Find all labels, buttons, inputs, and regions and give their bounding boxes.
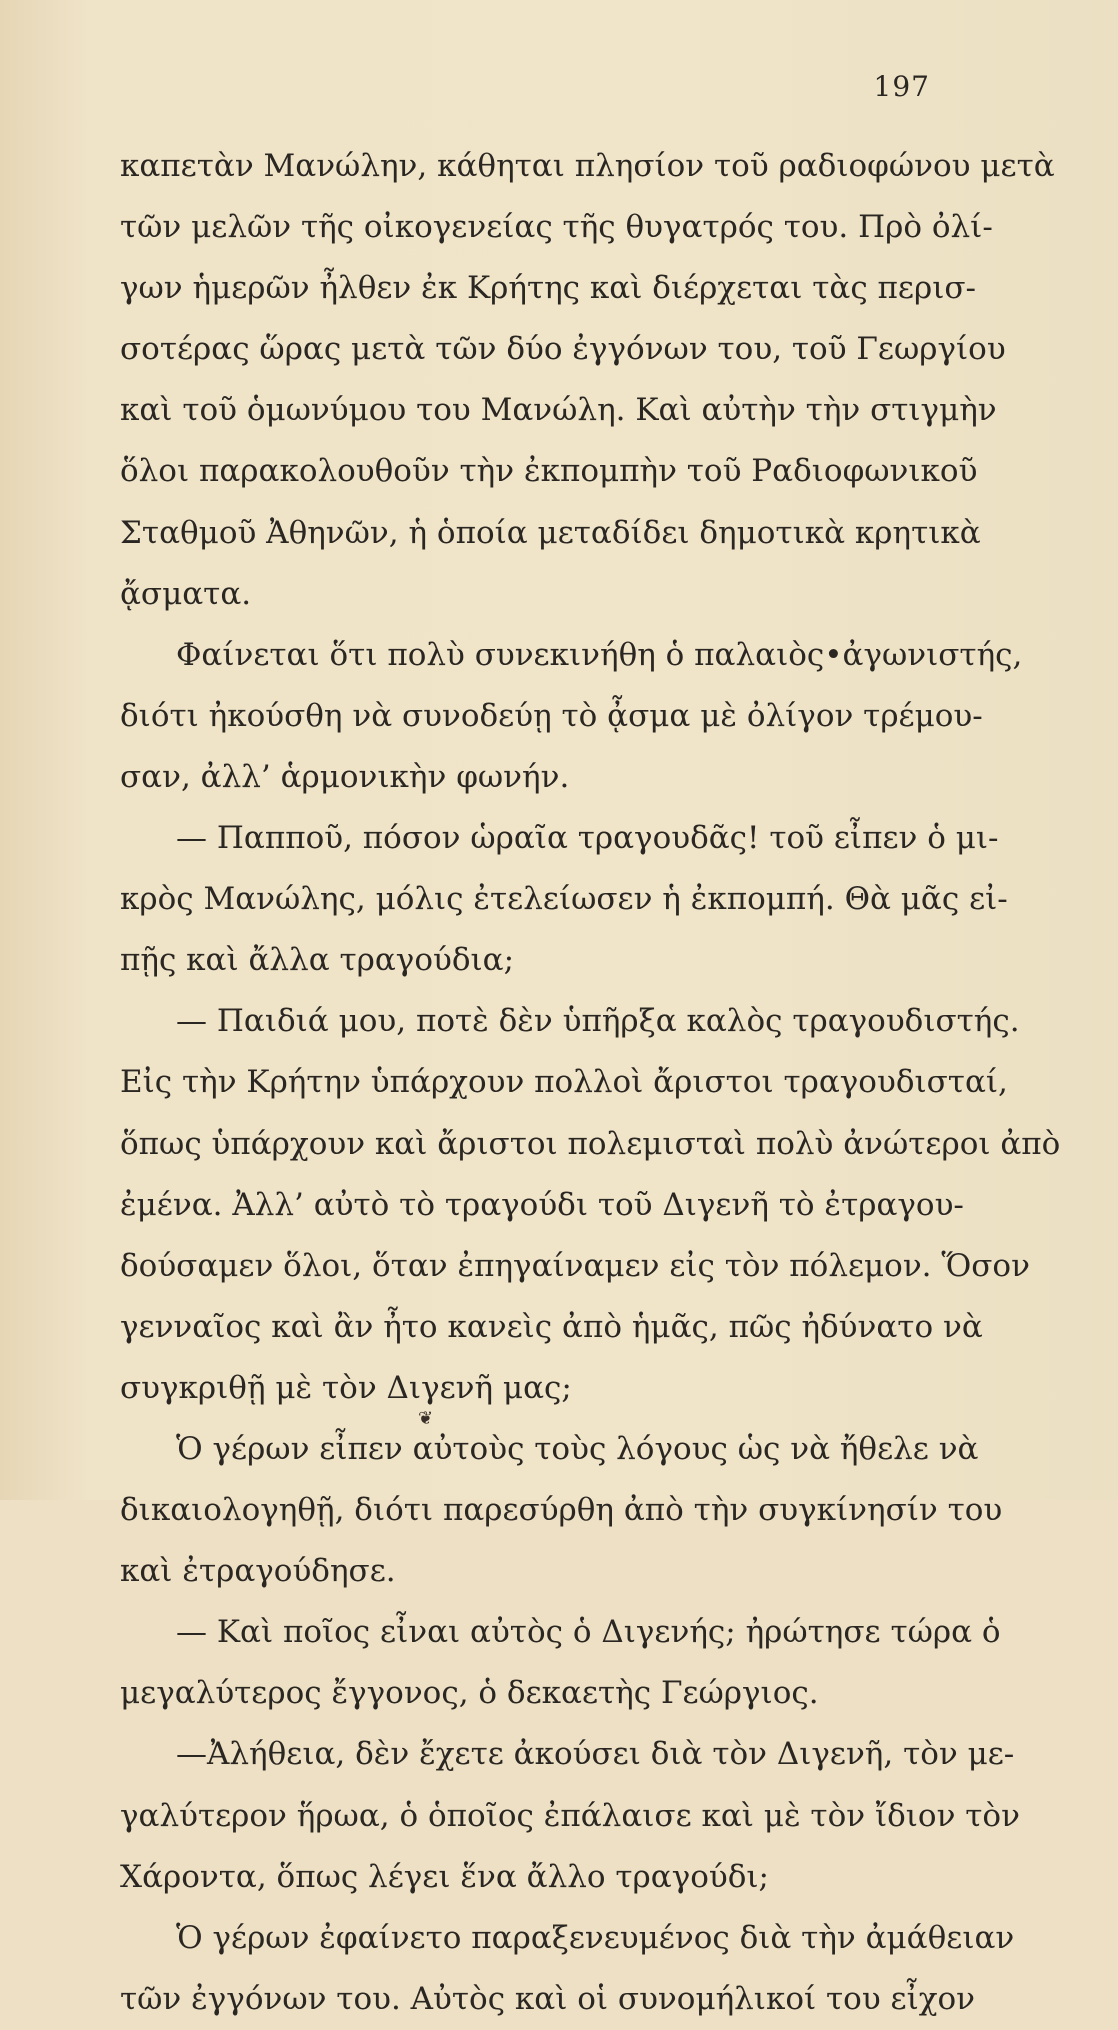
text-line: Φαίνεται ὅτι πολὺ συνεκινήθη ὁ παλαιὸς•ἀγωνιστής, [176,636,1023,673]
text-line: σαν, ἀλλ’ ἁρμονικὴν φωνήν. [120,758,570,795]
text-line: Εἰς τὴν Κρήτην ὑπάρχουν πολλοὶ ἄριστοι τραγουδισταί, [120,1064,1008,1101]
text-line: συγκριθῇ μὲ τὸν Διγενῆ μας; [120,1369,572,1406]
text-line: γαλύτερον ἥρωα, ὁ ὁποῖος ἐπάλαισε καὶ μὲ τὸν ἴδιον τὸν [120,1797,1020,1834]
ornament-mark: ❦ [418,1408,434,1429]
text-line: τῶν ἐγγόνων του. Αὐτὸς καὶ οἱ συνομήλικοί του εἶχον [120,1980,976,2017]
text-line: — Παπποῦ, πόσον ὡραῖα τραγουδᾶς! τοῦ εἶπεν ὁ μι- [176,820,999,857]
text-line: ὅλοι παρακολουθοῦν τὴν ἐκπομπὴν τοῦ Ραδιοφωνικοῦ [120,453,978,490]
text-line: —Ἀλήθεια, δὲν ἔχετε ἀκούσει διὰ τὸν Διγενῆ, τὸν με- [176,1736,1015,1773]
text-line: γενναῖος καὶ ἂν ἦτο κανεὶς ἀπὸ ἡμᾶς, πῶς ἠδύνατο νὰ [120,1308,983,1345]
text-line: Σταθμοῦ Ἀθηνῶν, ἡ ὁποία μεταδίδει δημοτικὰ κρητικὰ [120,514,981,551]
text-line: Ὁ γέρων ἐφαίνετο παραξενευμένος διὰ τὴν ἀμάθειαν [176,1919,1015,1956]
text-line: γων ἡμερῶν ἦλθεν ἐκ Κρήτης καὶ διέρχεται τὰς περισ- [120,270,976,307]
body-text [120,136,1061,2030]
text-line: κρὸς Μανώλης, μόλις ἐτελείωσεν ἡ ἐκπομπή. Θὰ μᾶς εἰ- [120,881,1008,918]
text-line: καὶ ἐτραγούδησε. [120,1553,396,1590]
text-line: διότι ἠκούσθη νὰ συνοδεύῃ τὸ ᾆσμα μὲ ὀλίγον τρέμου- [120,697,983,734]
page-number: 197 [873,70,930,103]
text-line: — Καὶ ποῖος εἶναι αὐτὸς ὁ Διγενής; ἠρώτησε τώρα ὁ [176,1614,1001,1651]
text-line: ἐμένα. Ἀλλ’ αὐτὸ τὸ τραγούδι τοῦ Διγενῆ τὸ ἐτραγου- [120,1186,964,1223]
text-line: — Παιδιά μου, ποτὲ δὲν ὑπῆρξα καλὸς τραγουδιστής. [176,1003,1020,1040]
text-line: σοτέρας ὥρας μετὰ τῶν δύο ἐγγόνων του, τοῦ Γεωργίου [120,331,1006,368]
text-line: καπετὰν Μανώλην, κάθηται πλησίον τοῦ ραδιοφώνου μετὰ [120,148,1055,184]
text-line: δούσαμεν ὅλοι, ὅταν ἐπηγαίναμεν εἰς τὸν πόλεμον. Ὅσον [120,1247,1030,1284]
text-line: πῇς καὶ ἄλλα τραγούδια; [120,942,515,979]
text-line: μεγαλύτερος ἔγγονος, ὁ δεκαετὴς Γεώργιος. [120,1675,819,1712]
text-line: καὶ τοῦ ὁμωνύμου του Μανώλη. Καὶ αὐτὴν τὴν στιγμὴν [120,392,997,429]
text-line: ὅπως ὑπάρχουν καὶ ἄριστοι πολεμισταὶ πολὺ ἀνώτεροι ἀπὸ [120,1125,1061,1162]
text-line: δικαιολογηθῇ, διότι παρεσύρθη ἀπὸ τὴν συγκίνησίν του [120,1492,1003,1529]
text-line: τῶν μελῶν τῆς οἰκογενείας τῆς θυγατρός του. Πρὸ ὀλί- [120,209,993,246]
text-line: Χάροντα, ὅπως λέγει ἕνα ἄλλο τραγούδι; [120,1858,769,1895]
text-line: ᾄσματα. [120,575,252,612]
text-line: Ὁ γέρων εἶπεν αὐτοὺς τοὺς λόγους ὡς νὰ ἤθελε νὰ [176,1430,979,1467]
